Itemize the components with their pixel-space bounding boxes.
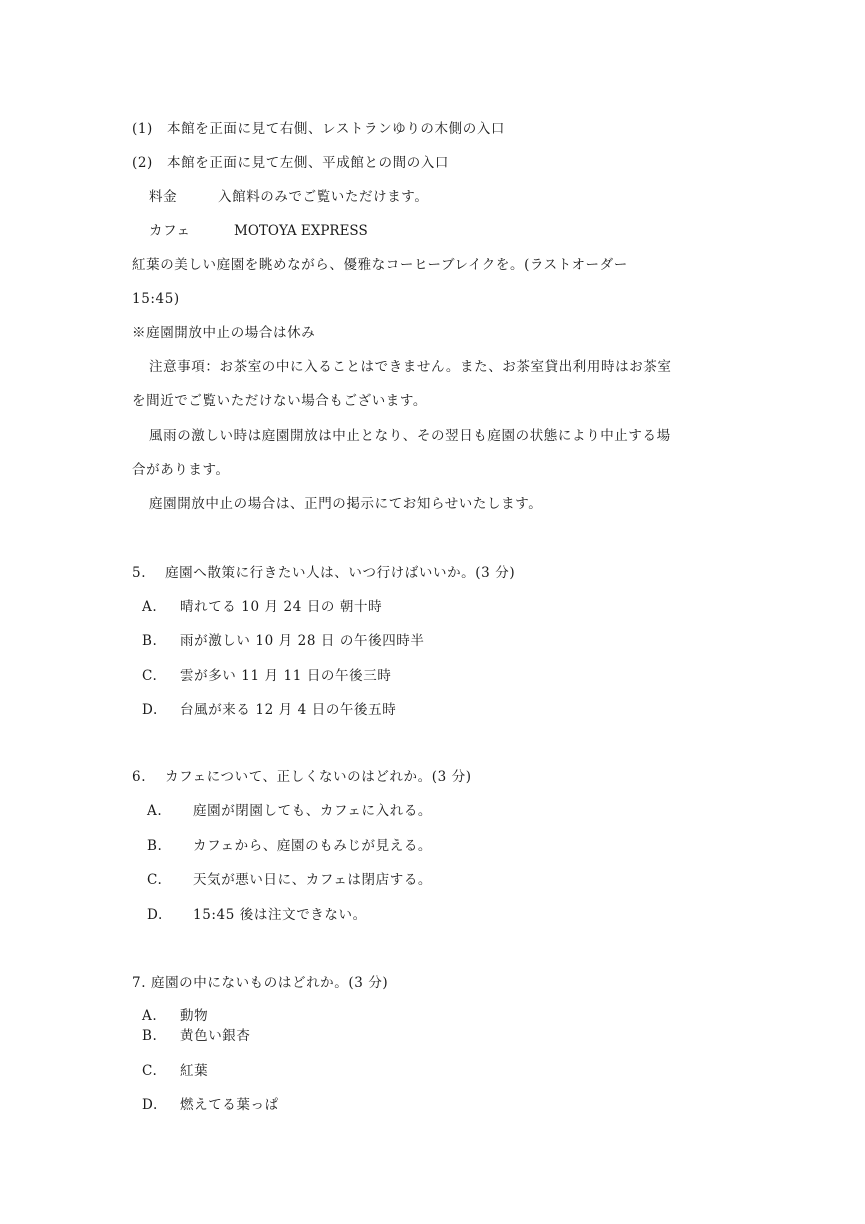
option-letter: B. [142, 1028, 158, 1044]
option-text: 燃えてる葉っぱ [180, 1097, 279, 1113]
cafe-desc-line-2: 15:45) [132, 291, 180, 307]
cafe-value: MOTOYA EXPRESS [234, 223, 368, 239]
option-letter: C. [142, 1063, 158, 1079]
question-stem: 7. 庭園の中にないものはどれか。(3 分) [132, 975, 389, 991]
option-text: 15:45 後は注文できない。 [193, 907, 367, 923]
weather-line-1: 風雨の激しい時は庭園開放は中止となり、その翌日も庭園の状態により中止する場 [149, 428, 671, 444]
entrance-1: (1) 本館を正面に見て右側、レストランゆりの木側の入口 [132, 121, 506, 137]
option-text: 台風が来る 12 月 4 日の午後五時 [180, 702, 397, 718]
closure-notice: 庭園開放中止の場合は、正門の掲示にてお知らせいたします。 [149, 496, 543, 512]
option-text: カフェから、庭園のもみじが見える。 [193, 838, 433, 854]
option-letter: D. [147, 907, 163, 923]
option-text: 雨が激しい 10 月 28 日 の午後四時半 [180, 633, 425, 649]
entrance-2: (2) 本館を正面に見て左側、平成館との間の入口 [132, 155, 450, 171]
option-text: 晴れてる 10 月 24 日の 朝十時 [180, 599, 383, 615]
option-letter: B. [142, 633, 158, 649]
option-letter: D. [142, 1097, 158, 1113]
option-text: 雲が多い 11 月 11 日の午後三時 [180, 668, 392, 684]
closure-note: ※庭園開放中止の場合は休み [132, 325, 316, 341]
option-text: 庭園が閉園しても、カフェに入れる。 [193, 803, 433, 819]
option-letter: A. [142, 1008, 158, 1024]
cafe-label: カフェ [149, 223, 191, 239]
option-text: 動物 [180, 1008, 209, 1024]
cafe-desc-line-1: 紅葉の美しい庭園を眺めながら、優雅なコーヒーブレイクを。(ラストオーダー [132, 257, 628, 273]
option-text: 黄色い銀杏 [180, 1028, 251, 1044]
option-letter: C. [142, 668, 158, 684]
question-stem: 5. 庭園へ散策に行きたい人は、いつ行けばいいか。(3 分) [132, 565, 516, 581]
question-stem: 6. カフェについて、正しくないのはどれか。(3 分) [132, 769, 472, 785]
option-letter: B. [147, 838, 163, 854]
option-letter: A. [147, 803, 163, 819]
option-letter: A. [142, 599, 158, 615]
weather-line-2: 合があります。 [132, 462, 230, 478]
option-letter: C. [147, 872, 163, 888]
fee-value: 入館料のみでご覧いただけます。 [218, 189, 429, 205]
fee-label: 料金 [149, 189, 178, 205]
option-text: 紅葉 [180, 1063, 209, 1079]
option-letter: D. [142, 702, 158, 718]
caution-line-2: を間近でご覧いただけない場合もございます。 [132, 393, 428, 409]
option-text: 天気が悪い日に、カフェは閉店する。 [193, 872, 433, 888]
caution-line-1: 注意事項：お茶室の中に入ることはできません。また、お茶室貸出利用時はお茶室 [149, 359, 672, 375]
